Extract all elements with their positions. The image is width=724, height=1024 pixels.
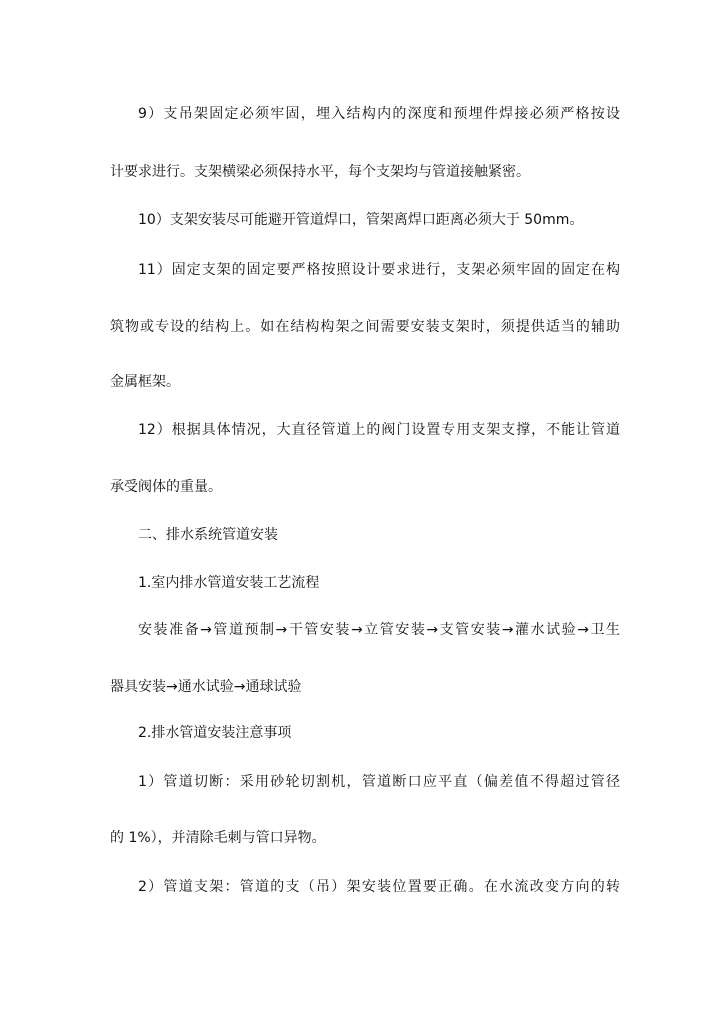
paragraph-line: 11）固定支架的固定要严格按照设计要求进行，支架必须牢固的固定在构 bbox=[138, 262, 620, 278]
paragraph-line: 1）管道切断：采用砂轮切割机，管道断口应平直（偏差值不得超过管径 bbox=[138, 774, 620, 790]
paragraph-line: 9）支吊架固定必须牢固，埋入结构内的深度和预埋件焊接必须严格按设 bbox=[138, 106, 620, 122]
paragraph-line: 的 1%），并清除毛刺与管口异物。 bbox=[110, 830, 326, 846]
paragraph-line: 10）支架安装尽可能避开管道焊口，管架离焊口距离必须大于 50mm。 bbox=[138, 212, 584, 228]
paragraph-line: 计要求进行。支架横梁必须保持水平，每个支架均与管道接触紧密。 bbox=[110, 164, 530, 180]
paragraph-line: 筑物或专设的结构上。如在结构构架之间需要安装支架时，须提供适当的辅助 bbox=[110, 319, 620, 335]
paragraph-line: 12）根据具体情况，大直径管道上的阀门设置专用支架支撑，不能让管道 bbox=[138, 422, 620, 438]
paragraph-line: 安装准备→管道预制→干管安装→立管安装→支管安装→灌水试验→卫生 bbox=[138, 622, 620, 638]
paragraph-line: 2）管道支架：管道的支（吊）架安装位置要正确。在水流改变方向的转 bbox=[138, 879, 620, 895]
paragraph-line: 器具安装→通水试验→通球试验 bbox=[110, 679, 302, 695]
paragraph-line: 承受阀体的重量。 bbox=[110, 479, 222, 495]
subsection-heading: 2.排水管道安装注意事项 bbox=[138, 725, 292, 741]
paragraph-line: 金属框架。 bbox=[110, 374, 180, 390]
subsection-heading: 1.室内排水管道安装工艺流程 bbox=[138, 575, 320, 591]
section-heading: 二、排水系统管道安装 bbox=[138, 527, 278, 543]
